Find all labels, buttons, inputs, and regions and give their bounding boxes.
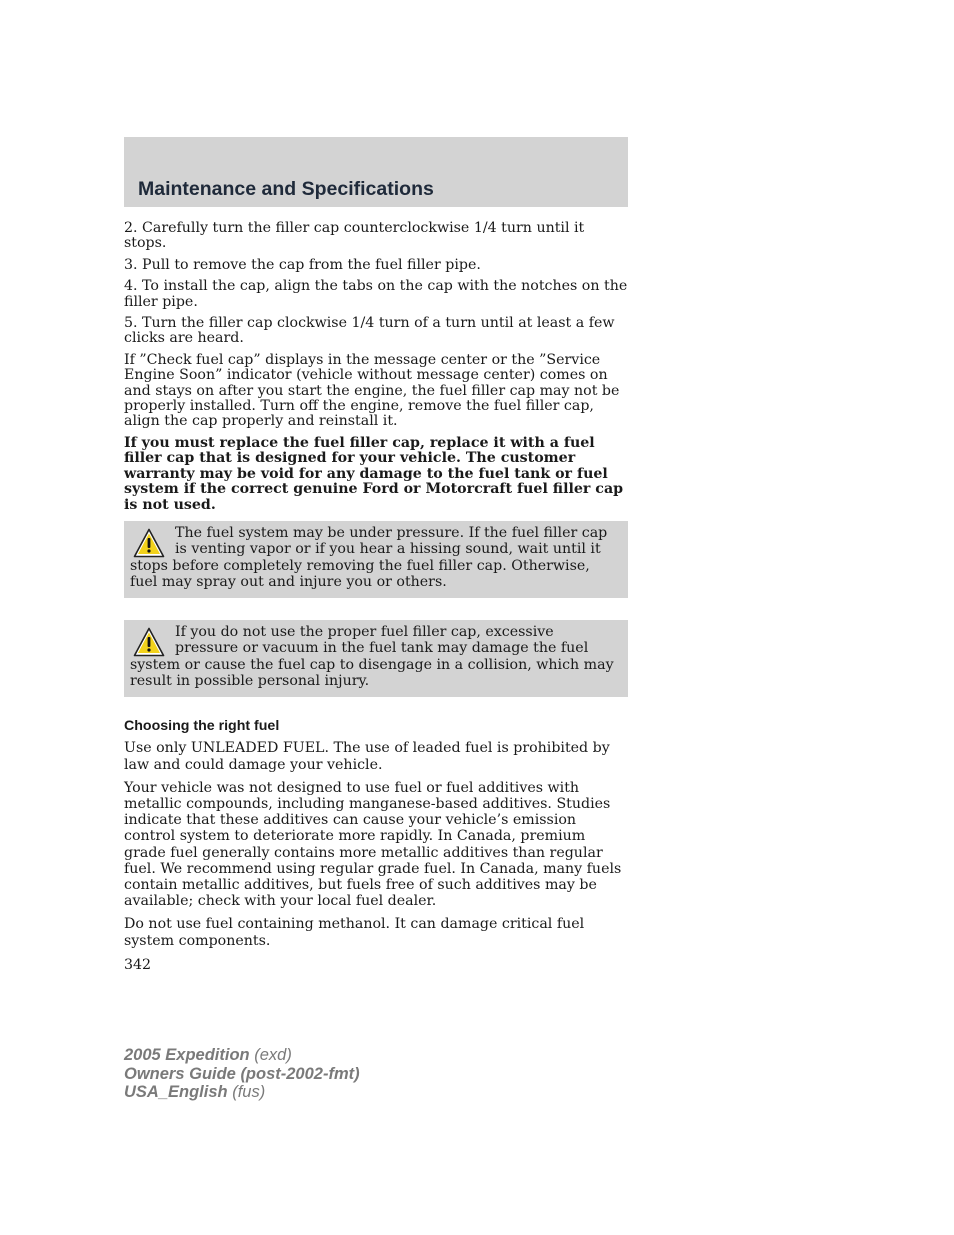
- footer-line-1: 2005 Expedition (exd): [124, 1046, 292, 1064]
- fuel-paragraph-additives: Your vehicle was not designed to use fuel or fuel additives with metallic compounds, including manganese-based additives. Studies indicate that these additives can cause your vehicle’s emission control system to deteriorate more rapidly. In Canada, premium grade fuel generally contains more metallic additives than regular fuel. We recommend using regular grade fuel. In Canada, many fuels contain metallic additives, but fuels free of such additives may be available; check with your local fuel dealer.: [124, 779, 622, 910]
- section-heading: Choosing the right fuel: [124, 717, 280, 734]
- document-footer: [124, 1046, 360, 1102]
- check-fuel-cap-paragraph: If ”Check fuel cap” displays in the message center or the ”Service Engine Soon” indicator (vehicle without message center) comes on and stays on after you start the engine, the fuel filler cap may not be properly installed. Turn off the engine, remove the fuel filler cap, align the cap properly and reinstall it.: [124, 351, 620, 430]
- footer-line-2: Owners Guide (post-2002-fmt): [124, 1064, 360, 1083]
- warning-text-improper-cap: If you do not use the proper fuel filler cap, excessive pressure or vacuum in the fuel tank may damage the fuel system or cause the fuel cap to disengage in a collision, which may result in possible personal injury.: [130, 623, 614, 690]
- warning-text-pressure: The fuel system may be under pressure. If the fuel filler cap is venting vapor or if you hear a hissing sound, wait until it stops before completely removing the fuel filler cap. Otherwise, fuel may spray out and injure you or others.: [130, 524, 608, 591]
- replace-cap-notice: If you must replace the fuel filler cap, replace it with a fuel filler cap that is designed for your vehicle. The customer warranty may be void for any damage to the fuel tank or fuel system if the correct genuine Ford or Motorcraft fuel filler cap is not used.: [124, 434, 624, 513]
- fuel-paragraph-unleaded: Use only UNLEADED FUEL. The use of leaded fuel is prohibited by law and could damage your vehicle.: [124, 740, 610, 773]
- fuel-paragraph-methanol: Do not use fuel containing methanol. It can damage critical fuel system components.: [124, 916, 585, 949]
- page-number: 342: [124, 956, 152, 973]
- step-5: 5. Turn the filler cap clockwise 1/4 turn of a turn until at least a few clicks are heard.: [124, 315, 615, 347]
- warning-box-improper-cap: [124, 620, 628, 697]
- step-3: 3. Pull to remove the cap from the fuel filler pipe.: [124, 256, 481, 273]
- footer-line-3: USA_English (fus): [124, 1083, 266, 1102]
- warning-triangle-icon: [133, 627, 165, 657]
- step-4: 4. To install the cap, align the tabs on the cap with the notches on the filler pipe.: [124, 278, 628, 310]
- section-header-band: [124, 137, 628, 207]
- page-title: Maintenance and Specifications: [138, 178, 434, 200]
- step-2: 2. Carefully turn the filler cap counterclockwise 1/4 turn until it stops.: [124, 220, 585, 252]
- warning-triangle-icon: [133, 528, 165, 558]
- warning-box-pressure: [124, 521, 628, 598]
- main-content: [124, 221, 628, 973]
